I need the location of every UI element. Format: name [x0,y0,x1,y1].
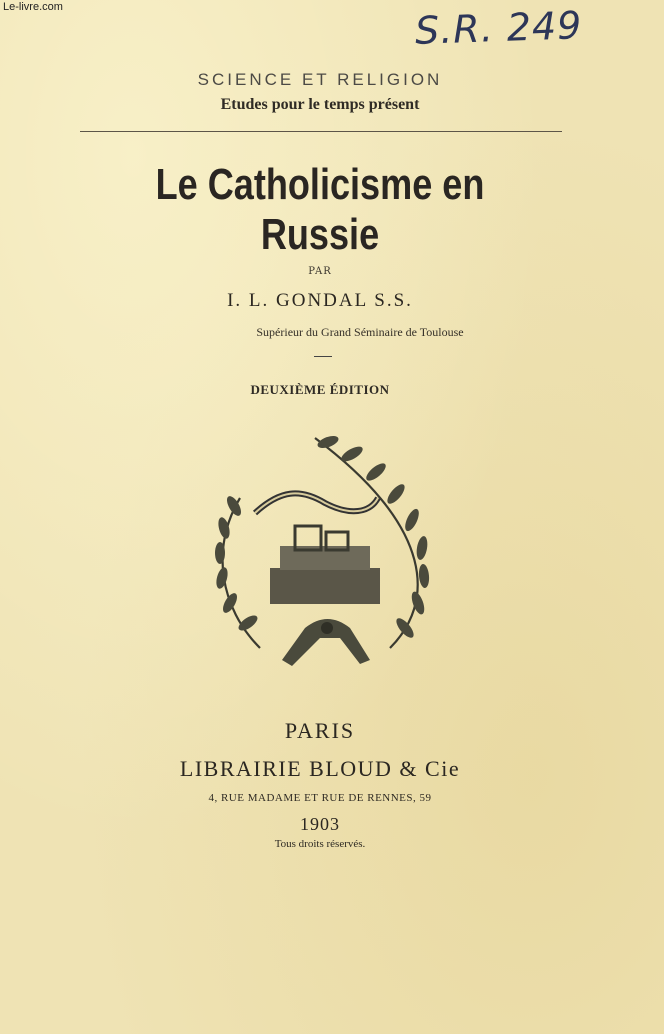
author-name: I. L. GONDAL S.S. [227,290,413,311]
edition-label: DEUXIÈME ÉDITION [250,382,390,397]
imprint-publisher: LIBRAIRIE BLOUD & Cie [179,756,461,781]
book-title: Le Catholicisme en Russie [155,160,485,259]
author-role: Supérieur du Grand Séminaire de Toulouse [256,325,464,339]
series-subtitle: Etudes pour le temps présent [220,96,420,113]
imprint-year: 1903 [300,814,340,834]
watermark: Le-livre.com [3,1,63,13]
header-rule [80,131,562,132]
handwritten-shelf-mark: S.R. 249 [414,3,584,53]
byline-par: PAR [308,266,332,277]
imprint-city: PARIS [284,718,356,743]
laurel-wreath-emblem-icon [200,428,450,678]
separator-dash [314,356,332,357]
imprint-address: 4, RUE MADAME ET RUE DE RENNES, 59 [208,792,432,804]
imprint-rights: Tous droits réservés. [274,838,366,850]
series-name: SCIENCE ET RELIGION [197,70,443,89]
